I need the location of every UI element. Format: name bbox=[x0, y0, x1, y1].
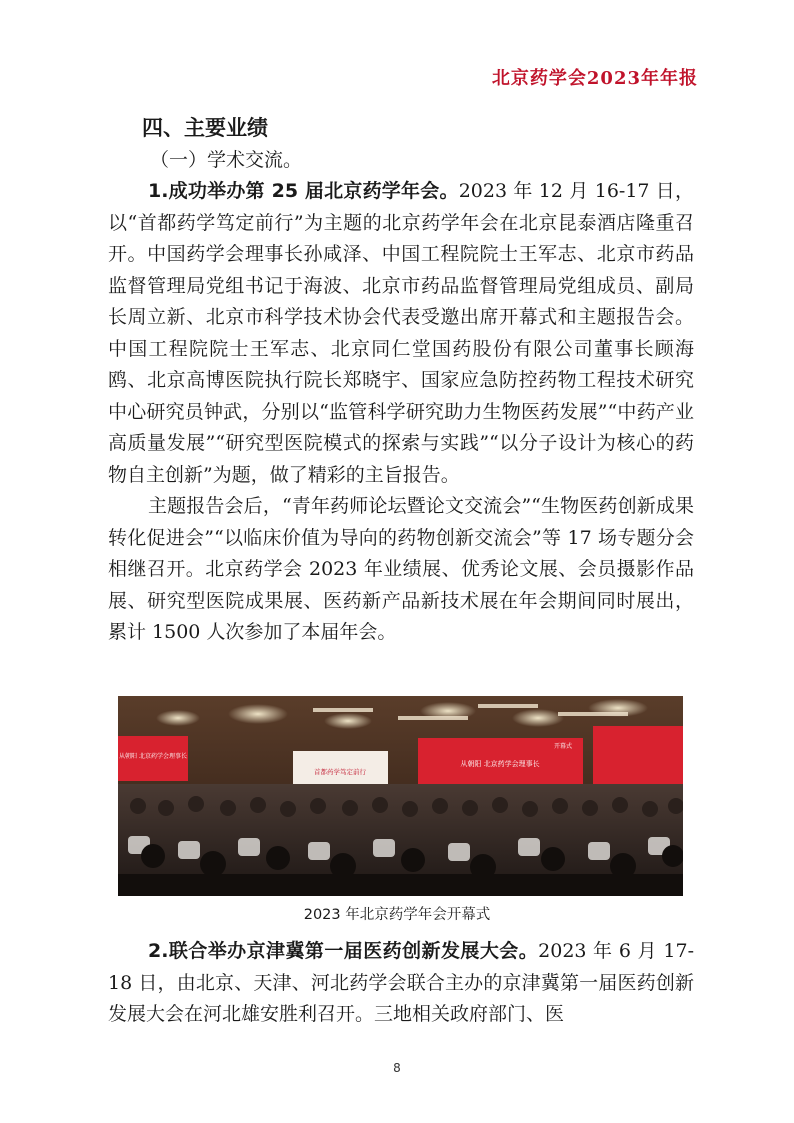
paragraph-jjj-conference bbox=[108, 936, 694, 1031]
main-content-continued bbox=[108, 936, 694, 1031]
section-subheading: （一）学术交流。 bbox=[150, 149, 303, 171]
paragraph-subforums: 主题报告会后，“青年药师论坛暨论文交流会”“生物医药创新成果转化促进会”“以临床价值为导向的药物创新交流会”等 17 场专题分会相继召开。北京药学会 2023 年业绩展、优秀论文展、会员摄影作品展、研究型医院成果展、医药新产品新技术展在年会期间同时展出，累计 1500 人次参加了本届年会。 bbox=[108, 495, 694, 643]
paragraph-lead-2: 2.联合举办京津冀第一届医药创新发展大会。 bbox=[148, 940, 539, 962]
center-screen-text: 从朝阳 北京药学会理事长 bbox=[460, 760, 540, 768]
banner-text: 首都药学笃定前行 bbox=[314, 768, 366, 776]
right-screen bbox=[593, 726, 683, 791]
main-content bbox=[108, 112, 694, 649]
paragraph-body: 2023 年 12 月 16-17 日，以“首都药学笃定前行”为主题的北京药学年会在北京昆泰酒店隆重召开。中国药学会理事长孙咸泽、中国工程院院士王军志、北京市药品监督管理局党组书记于海波、北京市药品监督管理局党组成员、副局长周立新、北京市科学技术协会代表受邀出席开幕式和主题报告会。中国工程院院士王军志、北京同仁堂国药股份有限公司董事长顾海鸥、北京高博医院执行院长郑晓宇、国家应急防控药物工程技术研究中心研究员钟武，分别以“监管科学研究助力生物医药发展”“中药产业高质量发展”“研究型医院模式的探索与实践”“以分子设计为核心的药物自主创新”为题，做了精彩的主旨报告。 bbox=[108, 180, 694, 486]
figure-caption: 2023 年北京药学年会开幕式 bbox=[303, 907, 491, 923]
paragraph-lead: 1.成功举办第 25 届北京药学年会。 bbox=[148, 180, 459, 202]
conference-photo-illustration bbox=[118, 696, 683, 896]
report-header-title: 北京药学会2023年年报 bbox=[491, 68, 698, 89]
section-heading: 四、主要业绩 bbox=[142, 115, 268, 140]
paragraph-body-2: 2023 年 6 月 17-18 日，由北京、天津、河北药学会联合主办的京津冀第一届医药创新发展大会在河北雄安胜利召开。三地相关政府部门、医 bbox=[108, 940, 694, 1025]
conference-photo bbox=[118, 696, 683, 896]
page-number: 8 bbox=[393, 1061, 401, 1075]
paragraph-annual-meeting bbox=[108, 176, 694, 491]
left-screen-text: 从朝阳 北京药学会理事长 bbox=[119, 753, 187, 760]
banner-small-text: 开幕式 bbox=[553, 743, 573, 750]
